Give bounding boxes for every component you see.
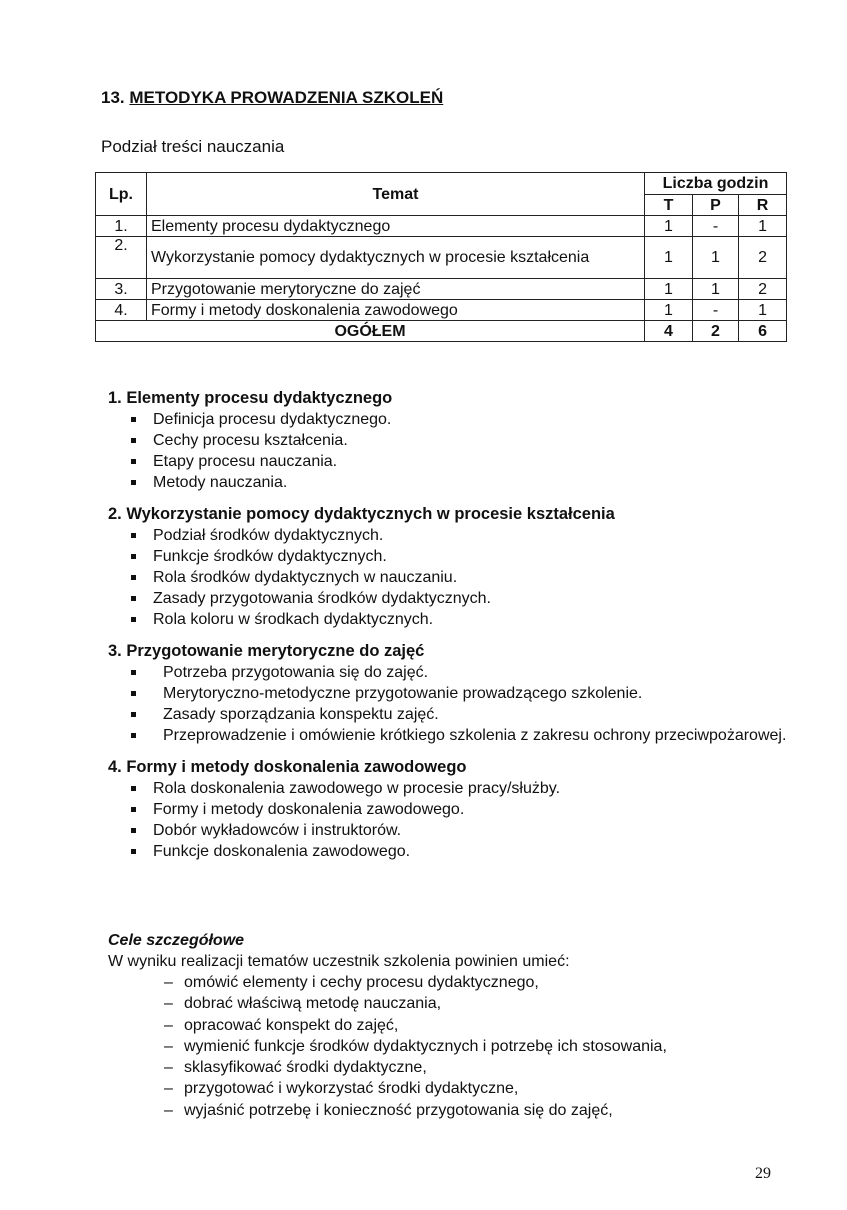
list-item <box>108 662 788 683</box>
list-item <box>108 799 788 820</box>
list-item <box>108 704 788 725</box>
list-item <box>108 588 788 609</box>
bullet-icon <box>131 733 136 738</box>
list-item <box>108 725 788 746</box>
list-item-text: Merytoryczno-metodyczne przygotowanie prowadzącego szkolenie. <box>163 685 643 702</box>
header-hours: Liczba godzin <box>645 173 787 195</box>
section-title: 1. Elementy procesu dydaktycznego <box>108 389 393 407</box>
total-t: 4 <box>645 321 693 342</box>
bullet-icon <box>131 807 136 812</box>
specific-goals <box>108 930 788 1121</box>
row-lp: 3. <box>96 279 147 300</box>
total-r: 6 <box>739 321 787 342</box>
bullet-icon <box>131 596 136 601</box>
section-2 <box>108 504 788 630</box>
row-r: 2 <box>739 279 787 300</box>
bullet-icon <box>131 554 136 559</box>
list-item <box>164 972 788 993</box>
row-r: 1 <box>739 300 787 321</box>
row-r: 1 <box>739 216 787 237</box>
list-item-text: Zasady przygotowania środków dydaktycznych. <box>153 590 491 607</box>
header-r: R <box>739 195 787 216</box>
hours-table <box>95 172 787 342</box>
section-title: 3. Przygotowanie merytoryczne do zajęć <box>108 642 425 660</box>
row-lp: 1. <box>96 216 147 237</box>
bullet-icon <box>131 849 136 854</box>
list-item <box>108 472 788 493</box>
section-list <box>108 525 788 630</box>
header-p: P <box>693 195 739 216</box>
row-lp: 2. <box>96 237 147 279</box>
list-item <box>108 525 788 546</box>
list-item-text: Rola koloru w środkach dydaktycznych. <box>153 611 434 628</box>
bullet-icon <box>131 828 136 833</box>
total-p: 2 <box>693 321 739 342</box>
dash-icon: – <box>164 974 173 991</box>
bullet-icon <box>131 480 136 485</box>
row-p: - <box>693 216 739 237</box>
section-1 <box>108 388 788 493</box>
list-item <box>108 409 788 430</box>
list-item-text: Potrzeba przygotowania się do zajęć. <box>163 664 429 681</box>
bullet-icon <box>131 575 136 580</box>
section-list <box>108 778 788 862</box>
table-row <box>96 237 787 279</box>
section-list <box>108 409 788 493</box>
list-item-text: Rola środków dydaktycznych w nauczaniu. <box>153 569 458 586</box>
list-item-text: Funkcje środków dydaktycznych. <box>153 548 387 565</box>
table-row <box>96 300 787 321</box>
table-row <box>96 216 787 237</box>
row-p: 1 <box>693 279 739 300</box>
list-item <box>108 546 788 567</box>
bullet-icon <box>131 533 136 538</box>
section-title: 2. Wykorzystanie pomocy dydaktycznych w procesie kształcenia <box>108 505 615 523</box>
dash-icon: – <box>164 995 173 1013</box>
list-item <box>164 1015 788 1036</box>
row-topic: Formy i metody doskonalenia zawodowego <box>147 300 645 321</box>
row-topic: Wykorzystanie pomocy dydaktycznych w procesie kształcenia <box>147 237 645 279</box>
bullet-icon <box>131 417 136 422</box>
bullet-icon <box>131 670 136 675</box>
header-t: T <box>645 195 693 216</box>
list-item-text: wyjaśnić potrzebę i konieczność przygotowania się do zajęć, <box>184 1101 613 1119</box>
list-item-text: dobrać właściwą metodę nauczania, <box>184 995 442 1013</box>
list-item <box>164 1036 788 1057</box>
table-header-row <box>96 173 787 195</box>
list-item <box>108 609 788 630</box>
list-item <box>164 993 788 1014</box>
list-item-text: opracować konspekt do zajęć, <box>184 1016 399 1034</box>
intro-text: Podział treści nauczania <box>101 137 285 156</box>
list-item <box>108 567 788 588</box>
list-item-text: sklasyfikować środki dydaktyczne, <box>184 1059 427 1077</box>
list-item-text: Funkcje doskonalenia zawodowego. <box>153 843 411 860</box>
header-lp: Lp. <box>96 173 147 216</box>
list-item-text: Definicja procesu dydaktycznego. <box>153 411 392 428</box>
list-item <box>164 1100 788 1121</box>
dash-icon: – <box>164 1037 173 1055</box>
section-list <box>108 662 788 746</box>
dash-icon: – <box>164 1101 173 1119</box>
list-item <box>108 451 788 472</box>
list-item-text: omówić elementy i cechy procesu dydaktycznego, <box>184 974 539 991</box>
chapter-title: METODYKA PROWADZENIA SZKOLEŃ <box>129 88 444 107</box>
dash-icon: – <box>164 1080 173 1098</box>
dash-icon: – <box>164 1016 173 1034</box>
list-item-text: Metody nauczania. <box>153 474 288 491</box>
row-topic: Elementy procesu dydaktycznego <box>147 216 645 237</box>
row-p: 1 <box>693 237 739 279</box>
row-t: 1 <box>645 300 693 321</box>
list-item <box>108 820 788 841</box>
goals-list <box>108 972 788 1121</box>
row-r: 2 <box>739 237 787 279</box>
list-item-text: wymienić funkcje środków dydaktycznych i potrzebę ich stosowania, <box>184 1037 667 1055</box>
bullet-icon <box>131 786 136 791</box>
list-item <box>164 1078 788 1099</box>
topic-sections <box>108 388 788 873</box>
bullet-icon <box>131 459 136 464</box>
list-item-text: Formy i metody doskonalenia zawodowego. <box>153 801 465 818</box>
row-lp: 4. <box>96 300 147 321</box>
header-topic: Temat <box>147 173 645 216</box>
list-item-text: Cechy procesu kształcenia. <box>153 432 348 449</box>
bullet-icon <box>131 691 136 696</box>
row-t: 1 <box>645 216 693 237</box>
list-item <box>108 778 788 799</box>
section-4 <box>108 757 788 862</box>
bullet-icon <box>131 438 136 443</box>
total-label: OGÓŁEM <box>96 321 645 342</box>
list-item-text: Zasady sporządzania konspektu zajęć. <box>163 706 439 723</box>
table-total-row <box>96 321 787 342</box>
bullet-icon <box>131 617 136 622</box>
list-item <box>108 430 788 451</box>
dash-icon: – <box>164 1059 173 1077</box>
list-item-text: Dobór wykładowców i instruktorów. <box>153 822 402 839</box>
list-item-text: Przeprowadzenie i omówienie krótkiego szkolenia z zakresu ochrony przeciwpożarowej. <box>163 727 787 744</box>
goals-intro: W wyniku realizacji tematów uczestnik szkolenia powinien umieć: <box>108 953 570 970</box>
list-item <box>108 683 788 704</box>
row-t: 1 <box>645 279 693 300</box>
table-row <box>96 279 787 300</box>
list-item <box>108 841 788 862</box>
row-p: - <box>693 300 739 321</box>
chapter-number: 13. <box>101 88 125 107</box>
section-title: 4. Formy i metody doskonalenia zawodowego <box>108 758 467 776</box>
chapter-heading <box>101 88 443 108</box>
row-t: 1 <box>645 237 693 279</box>
row-topic: Przygotowanie merytoryczne do zajęć <box>147 279 645 300</box>
list-item <box>164 1057 788 1078</box>
list-item-text: Podział środków dydaktycznych. <box>153 527 384 544</box>
page-number: 29 <box>755 1165 771 1182</box>
list-item-text: Etapy procesu nauczania. <box>153 453 338 470</box>
goals-title: Cele szczegółowe <box>108 932 245 949</box>
bullet-icon <box>131 712 136 717</box>
section-3 <box>108 641 788 746</box>
list-item-text: Rola doskonalenia zawodowego w procesie pracy/służby. <box>153 780 561 797</box>
list-item-text: przygotować i wykorzystać środki dydaktyczne, <box>184 1080 519 1098</box>
